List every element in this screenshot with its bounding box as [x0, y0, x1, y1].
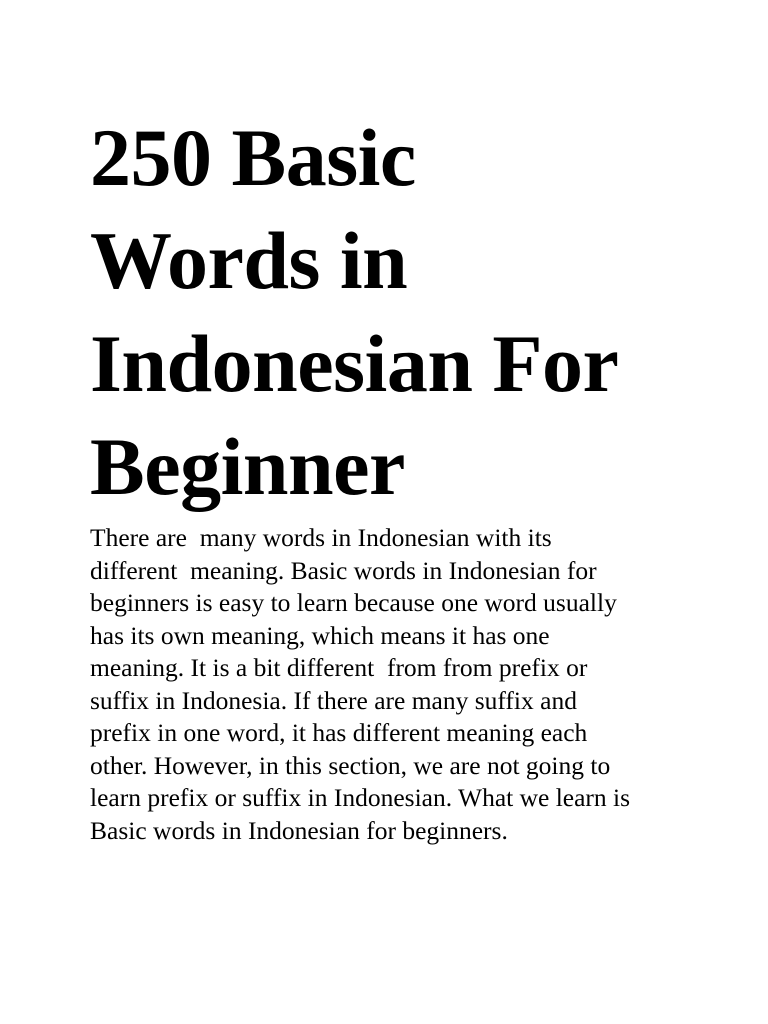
paragraph-line: has its own meaning, which means it has one — [90, 620, 550, 650]
title-line: Indonesian For — [90, 318, 619, 409]
paragraph-line: different meaning. Basic words in Indonesian for — [90, 555, 597, 585]
paragraph-line: Basic words in Indonesian for beginners. — [90, 815, 508, 845]
paragraph-line: learn prefix or suffix in Indonesian. What we learn is — [90, 783, 631, 812]
paragraph-line: There are many words in Indonesian with its — [90, 523, 552, 552]
paragraph-line: meaning. It is a bit different from from prefix or — [90, 653, 588, 682]
paragraph-line: beginners is easy to learn because one word usually — [90, 588, 617, 617]
title-line: 250 Basic — [90, 112, 416, 203]
intro-paragraph — [90, 522, 730, 847]
paragraph-line: other. However, in this section, we are not going to — [90, 750, 611, 780]
title-line: Beginner — [90, 421, 405, 512]
paragraph-line: prefix in one word, it has different meaning each — [90, 718, 588, 747]
title-line: Words in — [90, 215, 408, 306]
paragraph-line: suffix in Indonesia. If there are many suffix and — [90, 685, 577, 715]
page-title — [90, 106, 730, 518]
